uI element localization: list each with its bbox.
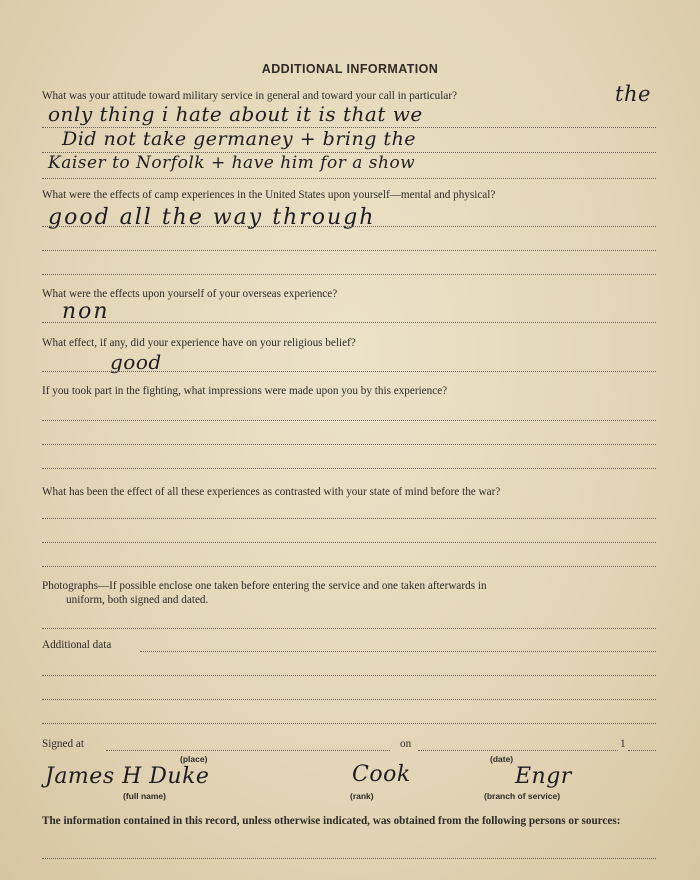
answer-line [42,420,656,421]
answer-attitude-line3: Did not take germaney + bring the [62,128,417,150]
question-camp-experiences: What were the effects of camp experiences in the United States upon yourself—mental and physical? [42,189,496,201]
answer-overseas-experience: non [62,299,110,324]
answer-line [42,628,656,629]
year-prefix: 1 [620,738,626,750]
full-name-caption: (full name) [123,791,166,801]
date-caption: (date) [490,754,514,764]
answer-line [42,518,656,519]
answer-attitude-line2: only thing i hate about it is that we [48,102,423,126]
answer-line [42,178,656,179]
on-label: on [400,738,412,750]
photographs-instruction: Photographs—If possible enclose one taken before entering the service and one taken afterwards in [42,580,487,592]
photographs-instruction-cont: uniform, both signed and dated. [66,594,209,606]
answer-line [42,322,656,323]
answer-line [42,371,656,372]
answer-line [42,468,656,469]
question-attitude: What was your attitude toward military service in general and toward your call in particular? [42,90,458,102]
signed-at-label: Signed at [42,738,84,750]
question-overseas-experience: What were the effects upon yourself of your overseas experience? [42,288,338,300]
answer-line [42,226,656,227]
additional-data-label: Additional data [42,639,112,651]
answer-religious-belief: good [110,350,162,374]
place-caption: (place) [180,754,208,764]
answer-line [42,675,656,676]
question-state-of-mind: What has been the effect of all these experiences as contrasted with your state of mind before the war? [42,486,501,498]
answer-line [42,723,656,724]
question-fighting-impressions: If you took part in the fighting, what impressions were made upon you by this experience? [42,385,448,397]
signature-branch: Engr [515,764,572,789]
answer-line [140,651,656,652]
rank-caption: (rank) [350,791,374,801]
year-line [628,750,656,751]
answer-line [42,250,656,251]
branch-caption: (branch of service) [484,791,561,801]
answer-line [42,858,656,859]
place-line [106,750,390,751]
date-line [418,750,618,751]
answer-line [42,542,656,543]
answer-attitude-line1: the [615,82,651,106]
answer-attitude-line4: Kaiser to Norfolk + have him for a show [48,153,416,173]
answer-line [42,699,656,700]
answer-line [42,566,656,567]
sources-statement: The information contained in this record, unless otherwise indicated, was obtained from the following persons or sources: [42,815,621,827]
answer-line [42,444,656,445]
page-title: ADDITIONAL INFORMATION [261,62,439,76]
question-religious-belief: What effect, if any, did your experience have on your religious belief? [42,337,356,349]
signature-full-name: James H Duke [45,764,210,789]
signature-rank: Cook [352,762,411,787]
answer-camp-experiences: good all the way through [48,205,376,230]
answer-line [42,274,656,275]
